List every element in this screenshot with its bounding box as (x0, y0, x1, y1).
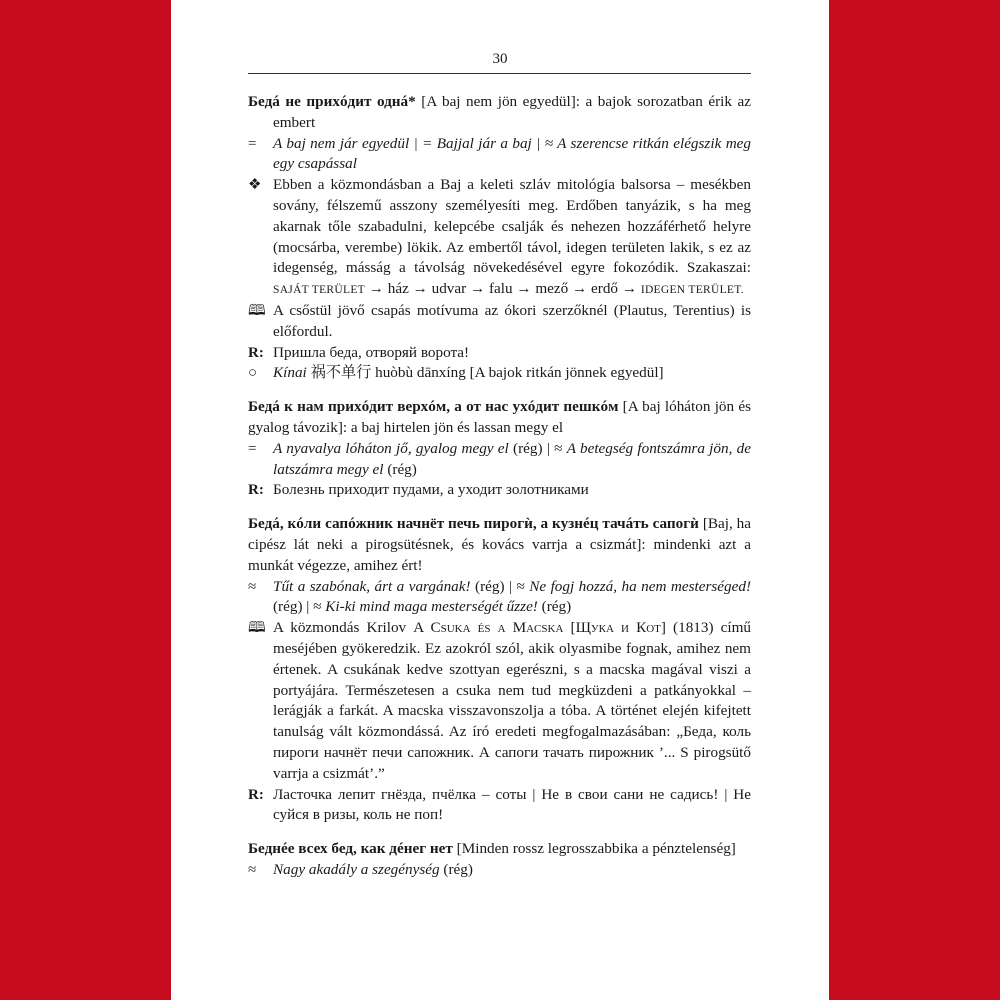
approx-sep-1: (rég) | ≈ (470, 577, 530, 595)
entry-headword (248, 839, 751, 860)
entry-headword (248, 397, 751, 439)
approx-sep-3: (rég) (537, 598, 572, 616)
headword-gloss: [Minden rossz legrosszabbika a pénztelenség] (452, 840, 736, 858)
book-icon: 🕮 (248, 620, 266, 637)
headword-gloss: [A baj nem jön egyedül]: a bajok sorozatban érik az embert (273, 93, 751, 131)
language-label: Kínai (273, 364, 307, 382)
approx-line (248, 860, 751, 881)
russian-marker: R: (248, 344, 264, 361)
source-text-a: A közmondás Krilov (273, 619, 414, 637)
entry-beda-k-nam (248, 397, 751, 501)
note-text-b: → ház → udvar → falu → mező → erdő → (364, 280, 641, 298)
equivalent-sep-2: (rég) (383, 460, 417, 478)
russian-line (248, 480, 751, 501)
page-number: 30 (492, 51, 508, 67)
equivalent-line (248, 134, 751, 176)
entry-beda-ne-prikhodit (248, 92, 751, 384)
source-text: A csőstül jövő csapás motívuma az ókori szerzőknél (Plautus, Terentius) is előfordul. (273, 301, 751, 340)
headword-gloss: [A baj lóháton jön és gyalog távozik]: a baj hirtelen jön és lassan megy el (248, 398, 751, 436)
russian-text: Болезнь приходит пудами, а уходит золотниками (273, 481, 589, 499)
approx-line (248, 577, 751, 619)
entry-headword (248, 514, 751, 576)
russian-text: Ласточка лепит гнёзда, пчёлка – соты | Не в свои сани не садись! | Не суйся в ризы, коль не поп! (273, 785, 751, 824)
russian-line (248, 343, 751, 364)
entry-bednee-vsekh-bed (248, 839, 751, 881)
equals-icon: = (248, 440, 257, 457)
approx-sep: (rég) (439, 860, 473, 878)
equivalent-text: A baj nem jár egyedül | = Bajjal jár a baj | ≈ A szerencse ritkán elégszik meg egy csapással (273, 134, 751, 173)
note-line (248, 175, 751, 301)
headword-bold: Бедá не прихóдит однá* (248, 93, 416, 110)
equivalent-line (248, 439, 751, 481)
source-title-ru: Щука и Кот (575, 619, 661, 637)
page-content (248, 92, 751, 894)
equals-icon: = (248, 135, 257, 152)
equivalent-italic-1: A nyavalya lóháton jő, gyalog megy el (273, 439, 509, 457)
russian-marker: R: (248, 786, 264, 803)
source-title: A Csuka és a Macska (413, 619, 564, 637)
source-text-c: ] (1813) című meséjében gyökeredzik. Ez azokról szól, akik olyasmibe fognak, amihez nem értenek. A csukának kedve szottyan egerészni, s a macska magával viszi a portyájára. Természetesen a csuka nem tud megküzdeni a patkányokkal – lerágják a farkát. A macska visszavonszolja a tóba. A történet elején kifejtett tanulság vált közmondássá. Az író eredeti megfogalmazásában: „Беда, коль пироги начнёт печи сапожник. А сапоги тачать пирожник ’... S pirogsütő varrja a csizmát’.” (273, 619, 751, 782)
chinese-text: 祸不单行 huòbù dānxíng [A bajok ritkán jönnek egyedül] (306, 364, 664, 382)
headword-bold: Бедá к нам прихóдит верхóм, а от нас ухóдит пешкóм (248, 398, 619, 416)
circle-icon: ○ (248, 365, 258, 382)
book-page (171, 0, 829, 1000)
book-icon: 🕮 (248, 302, 266, 319)
equivalent-italic-2: A betegség fontszámra jön, de latszámra megy el (273, 439, 751, 478)
source-line (248, 618, 751, 784)
note-smallcaps-1: SAJÁT TERÜLET (273, 284, 365, 297)
approx-italic-3: Ki-ki mind maga mesterségét űzze! (325, 598, 538, 616)
russian-line (248, 785, 751, 827)
approx-sep-2: (rég) | ≈ (273, 598, 326, 616)
russian-text: Пришла беда, отворяй ворота! (273, 343, 470, 361)
headword-gloss: [Baj, ha cipész lát neki a pirogsütésnek, és kovács varrja a csizmát]: mindenki azt a munkát végezze, amihez ért! (248, 515, 752, 574)
entry-beda-koli-sapozhnik (248, 514, 751, 826)
chinese-line (248, 363, 751, 384)
approx-italic-2: Ne fogj hozzá, ha nem mesterséged! (529, 577, 752, 595)
russian-marker: R: (248, 482, 264, 499)
approx-italic-1: Tűt a szabónak, árt a vargának! (273, 577, 471, 595)
headword-bold: Бедá, кóли сапóжник начнёт печь пирогѝ, а кузнéц тачáть сапогѝ (248, 515, 699, 533)
header-rule (248, 73, 751, 74)
diamond-icon: ❖ (248, 177, 262, 194)
source-bracket: [ (563, 619, 576, 637)
note-text-a: Ebben a közmondásban a Baj a keleti szláv mitológia balsorsa – mesékben sovány, félszemű asszony személyesíti meg. Erdőben tanyázik, s ha meg akarnak tőle szabadulni, kelepcébe csalják és nehezen hozzáférhető helyre (mocsárba, verembe) lökik. Az embertől távol, idegen területen lakik, s ez az idegenség, másság a távolság növekedésével egyre fokozódik. Szakaszai: (273, 176, 751, 277)
approx-icon: ≈ (248, 578, 257, 595)
equivalent-sep-1: (rég) | ≈ (508, 439, 567, 457)
approx-icon: ≈ (248, 861, 257, 878)
entry-headword (248, 92, 751, 134)
headword-bold: Беднée всех бед, как дéнег нет (248, 840, 453, 858)
note-smallcaps-2: IDEGEN TERÜLET. (640, 284, 744, 297)
source-line (248, 301, 751, 343)
approx-italic: Nagy akadály a szegénység (273, 860, 440, 878)
